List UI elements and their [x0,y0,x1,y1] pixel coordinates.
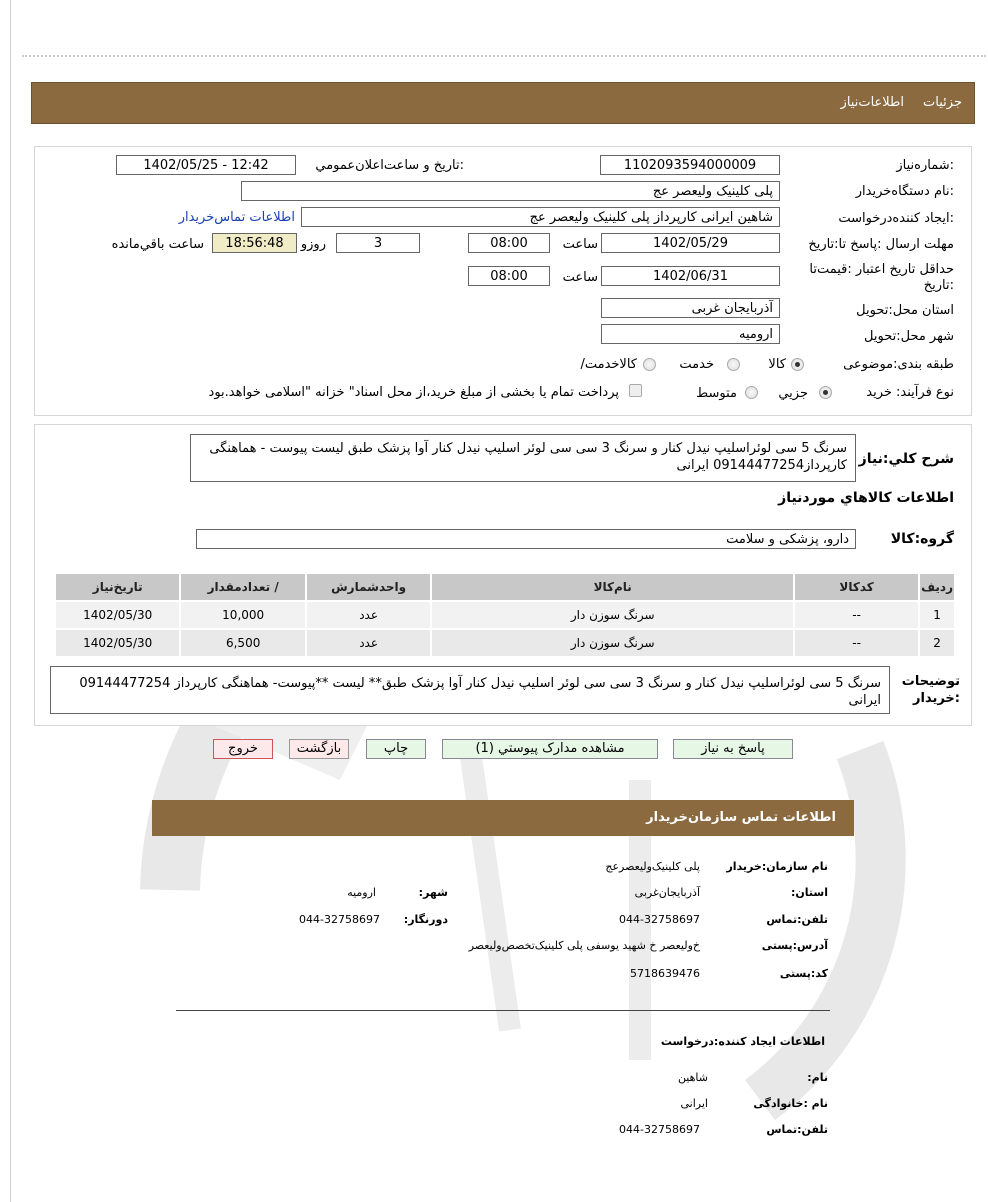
buyer-notes-field: سرنگ 5 سی لوئراسلیپ نیدل کنار و سرنگ 3 سی سی لوئر اسلیپ نیدل کنار آوا پزشک طبق** لیست **پیوست- هماهنگی کارپرداز 09144477254 ایرانی [50,666,890,714]
creator-field: شاهین ایرانی کارپرداز پلی کلینیک ولیعصر عج [301,207,780,227]
announce-field: 1402/05/25 - 12:42 [116,155,296,175]
need-number-field: 1102093594000009 [600,155,780,175]
row-number: 1 [920,602,954,628]
requester-name-label: :نام [807,1071,828,1084]
category-goods-service-label: /کالاخدمت [580,357,637,372]
requester-family-label: نام :خانوادگی [753,1097,828,1110]
view-attachments-button[interactable]: مشاهده مدارک پيوستي (1) [442,739,658,759]
contact-fax-value: 044-32758697 [299,913,380,926]
contact-fax-label: :دورنگار [403,913,448,926]
col-name: نام‌کالا [432,574,793,600]
announce-label: تاریخ و ساعت‌اعلان‌عمومي: [315,158,464,173]
requester-name-value: شاهین [677,1071,708,1084]
days-label: روزو [300,237,326,252]
description-field: سرنگ 5 سی لوئراسلیپ نیدل کنار و سرنگ 3 سی سی لوئر اسلیپ نیدل کنار آوا پزشک طبق لیست پیوست - هماهنگی کارپرداز09144477254 ایرانی [190,434,856,482]
buyer-label: نام دستگاه‌خريدار: [855,184,954,199]
creator-label: ايجاد کننده‌درخواست: [838,211,954,226]
process-label: نوع فرآیند: خريد [866,385,954,400]
validity-time-label: ساعت [562,270,598,285]
goods-info-title: اطلاعات کالاهاي مورد‌نياز [778,490,954,506]
category-goods-label: کالا [768,357,786,372]
contact-address-value: خ‌ولیعصر خ شهید یوسفی پلی کلینیک‌تخصص‌ولیعصر [468,939,700,952]
top-divider [22,55,986,57]
tab-details[interactable]: جزئیات [923,95,962,110]
process-medium-label: متوسط [696,386,737,401]
goods-table [54,572,956,658]
goods-code: -- [795,630,918,656]
col-quantity: / تعدادمقدار [181,574,304,600]
buyer-contact-link[interactable]: اطلاعات تماس‌خريدار [178,210,295,225]
goods-name: سرنگ سوزن دار [432,630,793,656]
category-label: طبقه بندی:موضوعی [843,357,954,372]
goods-group-label: گروه:کالا [890,531,954,547]
days-field: 3 [336,233,420,253]
contact-divider [176,1010,830,1011]
province-label: استان محل:تحويل [856,303,954,318]
goods-code: -- [795,602,918,628]
deadline-date-field: 1402/05/29 [601,233,780,253]
process-minor-radio[interactable] [819,386,832,399]
contact-address-label: آدرس:پستی [761,939,828,952]
left-border-line [10,0,11,1202]
deadline-time-field: 08:00 [468,233,550,253]
city-field: ارومیه [601,324,780,344]
col-unit: واحد‌شمارش [307,574,431,600]
org-name-value: پلی کلینیک‌ولیعصرعج [605,860,700,873]
table-row [56,630,954,656]
contact-city-value: ارومیه [347,886,376,899]
category-service-label: خدمت [679,357,714,372]
requester-phone-value: 044-32758697 [619,1123,700,1136]
remaining-time-field: 18:56:48 [212,233,297,253]
goods-name: سرنگ سوزن دار [432,602,793,628]
print-button[interactable]: چاپ [366,739,426,759]
unit: عدد [307,602,431,628]
requester-title: اطلاعات ایجاد کننده:درخواست [660,1035,825,1048]
validity-date-field: 1402/06/31 [601,266,780,286]
contact-header-bar [152,800,854,836]
contact-city-label: :شهر [418,886,448,899]
contact-postal-label: کد:پستی [779,967,828,980]
org-name-label: نام سازمان:خريدار [726,860,828,873]
need-date: 1402/05/30 [56,630,179,656]
deadline-time-label: ساعت [562,237,598,252]
treasury-payment-checkbox[interactable] [629,384,642,397]
row-number: 2 [920,630,954,656]
unit: عدد [307,630,431,656]
description-label: شرح کلي:نياز [858,451,954,467]
remaining-label: ساعت باقي‌مانده [111,237,204,252]
table-row [56,602,954,628]
quantity: 6,500 [181,630,304,656]
validity-time-field: 08:00 [468,266,550,286]
requester-phone-label: تلفن:تماس [766,1123,828,1136]
goods-table-header [56,574,954,600]
deadline-label: مهلت ارسال :پاسخ تا:تاريخ [808,237,954,252]
validity-label: حداقل تاريخ اعتبار :قيمت‌تا تاريخ: [809,262,954,293]
process-medium-radio[interactable] [745,386,758,399]
category-service-radio[interactable] [727,358,740,371]
city-label: شهر محل:تحويل [864,329,954,344]
contact-phone-label: تلفن:تماس [766,913,828,926]
need-number-label: شماره‌نیاز: [896,158,954,173]
contact-phone-value: 044-32758697 [619,913,700,926]
process-minor-label: جزيي [778,386,808,401]
contact-title: اطلاعات تماس سازمان‌خريدار [646,810,836,825]
col-code: کدکالا [795,574,918,600]
exit-button[interactable]: خروج [213,739,273,759]
quantity: 10,000 [181,602,304,628]
col-row: رديف [920,574,954,600]
goods-group-field: دارو، پزشکی و سلامت [196,529,856,549]
contact-province-value: آذربایجان‌غربی [634,886,700,899]
buyer-notes-label: توضيحات :خريدار [901,674,960,706]
buyer-field: پلی کلینیک ولیعصر عج [241,181,780,201]
category-goods-radio[interactable] [791,358,804,371]
header-bar [31,82,975,124]
contact-province-label: :استان [790,886,828,899]
reply-button[interactable]: پاسخ به نياز [673,739,793,759]
back-button[interactable]: بازگشت [289,739,349,759]
need-date: 1402/05/30 [56,602,179,628]
treasury-payment-note: پرداخت تمام یا بخشی از مبلغ خرید،از محل اسناد" خزانه "اسلامی خواهد.بود [208,385,619,400]
category-goods-service-radio[interactable] [643,358,656,371]
col-need-date: تاريخ‌نياز [56,574,179,600]
tab-need-info[interactable]: اطلاعات‌نیاز [840,95,904,110]
contact-postal-value: 5718639476 [630,967,700,980]
province-field: آذربایجان غربی [601,298,780,318]
requester-family-value: ایرانی [680,1097,708,1110]
